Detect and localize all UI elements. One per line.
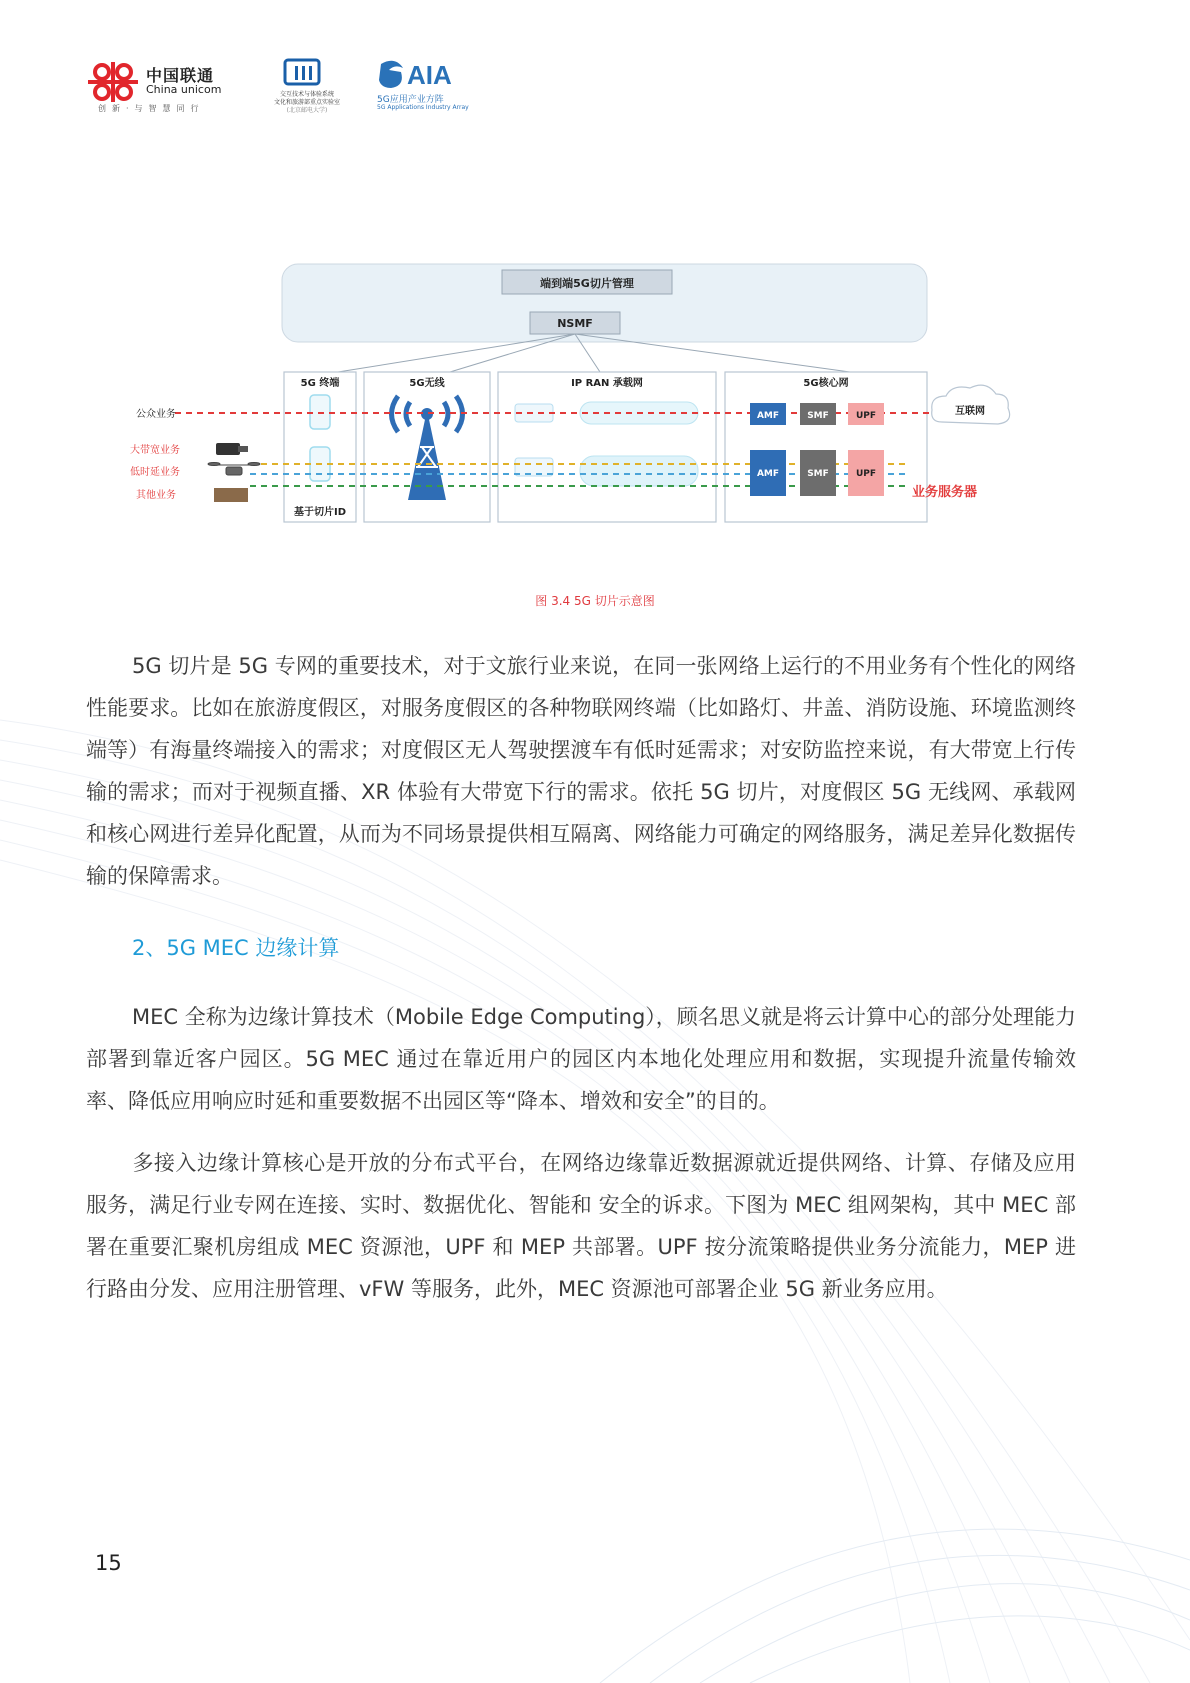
paragraph-mec-definition	[86, 996, 1076, 1122]
paragraph-5g-slicing	[86, 645, 1076, 897]
unicom-english-name: China unicom	[146, 83, 222, 96]
section-label-terminal: 5G 终端	[300, 378, 340, 389]
page-number: 15	[95, 1551, 122, 1575]
internet-label: 互联网	[955, 406, 985, 417]
lab-logo	[283, 58, 323, 88]
amf-label-1: AMF	[756, 411, 780, 421]
amf-label-2: AMF	[756, 469, 780, 479]
5g-aia-logo	[377, 58, 472, 92]
aia-chinese-name: 5G应用产业方阵	[377, 95, 444, 105]
service-label-low-latency: 低时延业务	[130, 467, 180, 478]
section-heading-mec: 2、5G MEC 边缘计算	[132, 936, 340, 960]
section-label-core: 5G核心网	[803, 378, 849, 389]
paragraph-mec-definition-text: MEC 全称为边缘计算技术（Mobile Edge Computing），顾名思义就是将云计算中心的部分处理能力部署到靠近客户园区。5G MEC 通过在靠近用户的园区内本地化处理应用和数据，实现提升流量传输效率、降低应用响应时延和重要数据不出园区等“降本、增效和安全”的目的。	[86, 1005, 1076, 1113]
section-5g-core	[725, 372, 927, 522]
lab-name-line2: 文化和旅游部重点实验室	[273, 99, 340, 106]
service-label-public: 公众业务	[136, 409, 176, 420]
e2e-management-label: 端到端5G切片管理	[540, 277, 634, 290]
smf-label-2: SMF	[807, 469, 829, 479]
scenery-image-icon	[214, 488, 248, 502]
lab-name-line1: 交互技术与体验系统	[279, 91, 334, 98]
slice-id-label: 基于切片ID	[293, 507, 347, 518]
upf-label-1: UPF	[855, 411, 877, 421]
china-unicom-logo	[84, 58, 144, 108]
service-label-other: 其他业务	[136, 490, 176, 501]
server-label: 业务服务器	[912, 485, 978, 500]
figure-caption: 图 3.4 5G 切片示意图	[535, 594, 655, 608]
upf-label-2: UPF	[855, 469, 877, 479]
internet-cloud-icon	[932, 385, 1010, 424]
nsmf-label: NSMF	[557, 317, 593, 330]
lab-name-line3: (北京邮电大学)	[286, 107, 328, 114]
section-label-ipran: IP RAN 承载网	[571, 378, 643, 389]
service-label-broadband: 大带宽业务	[130, 445, 180, 456]
smf-label-1: SMF	[807, 411, 829, 421]
paragraph-5g-slicing-text: 5G 切片是 5G 专网的重要技术，对于文旅行业来说，在同一张网络上运行的不用业务有个性化的网络性能要求。比如在旅游度假区，对服务度假区的各种物联网终端（比如路灯、井盖、消防设施、环境监测终端等）有海量终端接入的需求；对度假区无人驾驶摆渡车有低时延需求；对安防监控来说，有大带宽上行传输的需求；而对于视频直播、XR 体验有大带宽下行的需求。依托 5G 切片，对度假区 5G 无线网、承载网和核心网进行差异化配置，从而为不同场景提供相互隔离、网络能力可确定的网络服务，满足差异化数据传输的保障需求。	[86, 654, 1076, 888]
paragraph-mec-architecture-text: 多接入边缘计算核心是开放的分布式平台，在网络边缘靠近数据源就近提供网络、计算、存储及应用服务，满足行业专网在连接、实时、数据优化、智能和 安全的诉求。下图为 MEC 组网架构，其中 MEC 部署在重要汇聚机房组成 MEC 资源池，UPF 和 MEP 共部署。UPF 按分流策略提供业务分流能力，MEP 进行路由分发、应用注册管理、vFW 等服务，此外，MEC 资源池可部署企业 5G 新业务应用。	[86, 1151, 1076, 1301]
ipran-tunnel-2	[580, 456, 698, 486]
unicom-slogan: 创新·与智慧同行	[98, 104, 205, 113]
svg-text:AIA: AIA	[407, 60, 452, 90]
5g-slice-diagram	[130, 262, 1060, 541]
paragraph-mec-architecture	[86, 1142, 1076, 1310]
section-ipran	[498, 372, 716, 522]
camera-icon	[216, 443, 248, 455]
section-label-radio: 5G无线	[409, 378, 445, 389]
unicom-name: 中国联通	[146, 66, 215, 85]
aia-english-name: 5G Applications Industry Array	[377, 104, 469, 111]
